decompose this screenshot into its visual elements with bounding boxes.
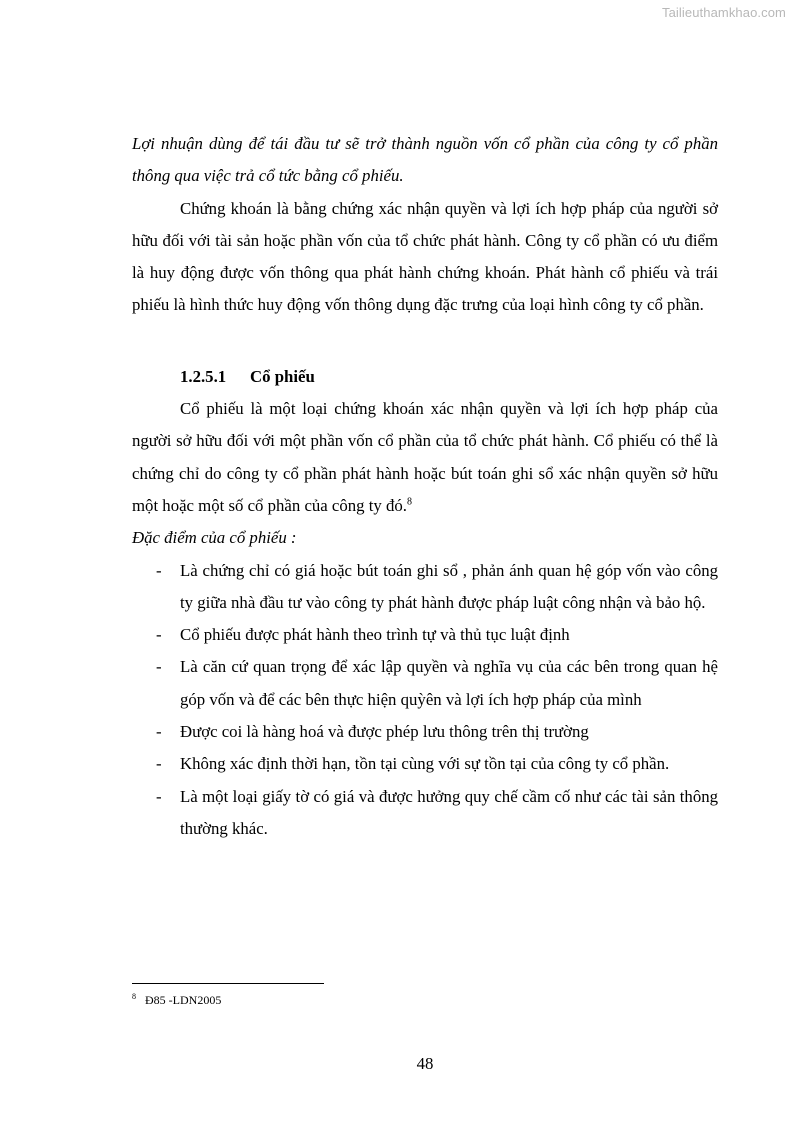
section-title: Cổ phiếu [250,366,315,386]
footnote-marker: 8 [132,992,136,1001]
list-item [132,619,718,651]
footnote [132,992,221,1008]
list-item [132,555,718,620]
securities-paragraph: Chứng khoán là bằng chứng xác nhận quyền và lợi ích hợp pháp của người sở hữu đối với tài sản hoặc phần vốn của tổ chức phát hành. Công ty cổ phần có ưu điểm là huy động được vốn thông qua phát hành chứng khoán. Phát hành cổ phiếu và trái phiếu là hình thức huy động vốn thông dụng đặc trưng của loại hình công ty cổ phần. [132,198,718,315]
section-heading [180,361,718,393]
footnote-divider [132,983,324,984]
characteristics-label: Đặc điểm của cổ phiếu : [132,528,297,548]
list-item [132,651,718,716]
bullet-dash: - [156,786,162,806]
list-item-text: Là căn cứ quan trọng để xác lập quyền và nghĩa vụ của các bên trong quan hệ góp vốn và để các bên thực hiện quỳên và lợi ích hợp pháp của mình [180,657,718,709]
section-number: 1.2.5.1 [180,366,227,386]
list-item-text: Là một loại giấy tờ có giá và được hưởng quy chế cầm cố như các tài sản thông thường khác. [180,786,718,838]
section-body-paragraph [132,393,718,522]
page-number: 48 [416,1054,434,1073]
list-item-text: Được coi là hàng hoá và được phép lưu thông trên thị trường [180,722,589,742]
characteristics-list [132,555,718,846]
list-item-text: Là chứng chỉ có giá hoặc bút toán ghi sổ , phản ánh quan hệ góp vốn vào công ty giữa nhà đầu tư vào công ty phát hành được pháp luật công nhận và bảo hộ. [180,560,718,612]
bullet-dash: - [156,657,162,677]
page-body [132,128,718,845]
list-item-text: Không xác định thời hạn, tồn tại cùng với sự tồn tại của công ty cổ phần. [180,754,670,774]
list-item-text: Cổ phiếu được phát hành theo trình tự và thủ tục luật định [180,625,570,645]
list-item [132,748,718,780]
list-item [132,781,718,846]
footnote-text: Đ85 -LDN2005 [145,993,222,1007]
section-body-text: Cổ phiếu là một loại chứng khoán xác nhận quyền và lợi ích hợp pháp của người sở hữu đối với một phần vốn cổ phần của tổ chức phát hành. Cổ phiếu có thể là chứng chỉ do công ty cổ phần phát hành hoặc bút toán ghi sổ xác nhận quyền sở hữu một hoặc một số cổ phần của công ty đó. [132,399,718,515]
bullet-dash: - [156,754,162,774]
footnote-reference: 8 [406,496,412,508]
list-item [132,716,718,748]
watermark-text: Tailieuthamkhao.com [661,5,786,20]
italic-intro-paragraph: Lợi nhuận dùng để tái đầu tư sẽ trở thành nguồn vốn cổ phần của công ty cổ phần thông qua việc trả cổ tức bằng cổ phiếu. [132,134,718,186]
bullet-dash: - [156,560,162,580]
bullet-dash: - [156,625,162,645]
bullet-dash: - [156,722,162,742]
